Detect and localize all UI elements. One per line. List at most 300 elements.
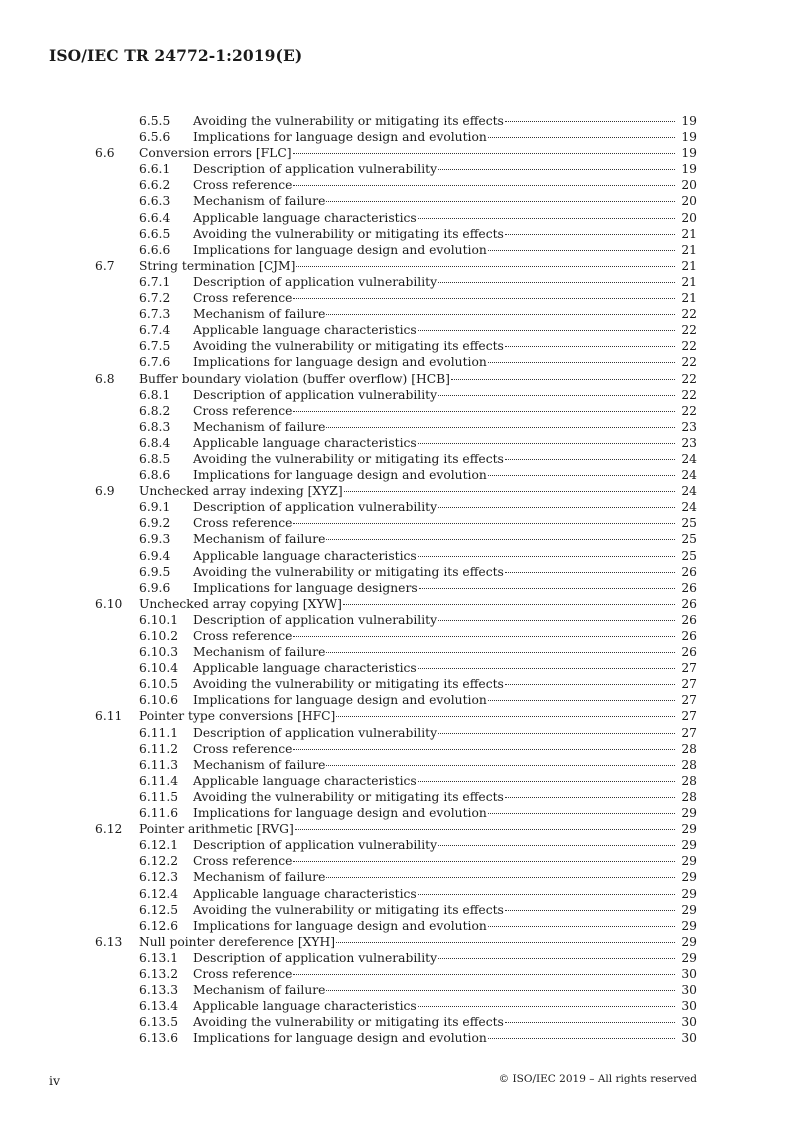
toc-entry-title[interactable]: Mechanism of failure bbox=[193, 419, 326, 434]
toc-entry[interactable] bbox=[0, 387, 793, 403]
toc-entry-title-wrap bbox=[139, 821, 697, 837]
toc-entry-title[interactable]: Null pointer dereference [XYH] bbox=[139, 934, 336, 949]
toc-entry-title-wrap bbox=[139, 145, 697, 161]
dot-leader bbox=[418, 781, 675, 782]
toc-entry-page: 22 bbox=[681, 387, 697, 402]
toc-entry-title-wrap bbox=[193, 741, 697, 757]
toc-entry[interactable] bbox=[0, 129, 793, 145]
toc-entry-title-wrap bbox=[193, 612, 697, 628]
toc-entry-title[interactable]: Avoiding the vulnerability or mitigating its effects bbox=[193, 339, 504, 354]
toc-entry-page: 23 bbox=[681, 435, 697, 450]
toc-entry-title[interactable]: Cross reference bbox=[193, 629, 293, 643]
toc-entry-title-wrap bbox=[193, 886, 697, 902]
toc-entry[interactable] bbox=[0, 161, 793, 177]
dot-leader bbox=[418, 218, 675, 219]
toc-entry-number: 6.13.4 bbox=[139, 999, 179, 1014]
toc-entry-number: 6.6.2 bbox=[139, 178, 171, 193]
toc-entry-title-wrap bbox=[193, 548, 697, 564]
dot-leader bbox=[336, 716, 675, 717]
toc-entry-title[interactable]: Description of application vulnerability bbox=[193, 500, 438, 515]
toc-entry-page: 26 bbox=[681, 629, 697, 643]
toc-entry[interactable] bbox=[0, 322, 793, 338]
toc-entry-title[interactable]: Avoiding the vulnerability or mitigating its effects bbox=[193, 114, 504, 128]
toc-entry-title-wrap bbox=[139, 371, 697, 387]
toc-entry[interactable] bbox=[0, 918, 793, 934]
toc-entry-title-wrap bbox=[193, 306, 697, 322]
toc-entry[interactable] bbox=[0, 515, 793, 531]
toc-entry-page: 29 bbox=[681, 854, 697, 869]
toc-entry-page: 25 bbox=[681, 532, 697, 547]
toc-entry-title[interactable]: Description of application vulnerability bbox=[193, 838, 438, 853]
toc-entry-page: 29 bbox=[681, 886, 697, 901]
toc-entry[interactable] bbox=[0, 580, 793, 596]
toc-entry-title[interactable]: Mechanism of failure bbox=[193, 194, 326, 209]
toc-entry-title-wrap bbox=[193, 515, 697, 531]
toc-entry-number: 6.5.6 bbox=[139, 130, 171, 145]
dot-leader bbox=[293, 523, 675, 524]
toc-entry-number: 6.10.6 bbox=[139, 693, 179, 708]
toc-entry-page: 21 bbox=[681, 226, 697, 241]
toc-entry-page: 29 bbox=[681, 822, 697, 837]
dot-leader bbox=[293, 749, 675, 750]
toc-entry-title-wrap bbox=[139, 483, 697, 499]
toc-entry-page: 19 bbox=[681, 146, 697, 161]
toc-entry[interactable] bbox=[0, 210, 793, 226]
toc-entry[interactable] bbox=[0, 612, 793, 628]
toc-entry-title-wrap bbox=[193, 1030, 697, 1046]
toc-entry-number: 6.8.4 bbox=[139, 435, 171, 450]
toc-entry-title-wrap bbox=[193, 193, 697, 209]
toc-entry-number: 6.8.5 bbox=[139, 451, 171, 466]
toc-entry-title[interactable]: Applicable language characteristics bbox=[193, 773, 417, 788]
dot-leader bbox=[488, 813, 675, 814]
toc-entry-number: 6.7.1 bbox=[139, 274, 171, 289]
toc-entry-title[interactable]: Mechanism of failure bbox=[193, 870, 326, 885]
toc-entry-title[interactable]: Conversion errors [FLC] bbox=[139, 146, 292, 161]
dot-leader bbox=[293, 974, 675, 975]
toc-entry-number: 6.11.3 bbox=[139, 757, 179, 772]
toc-entry-page: 28 bbox=[681, 773, 697, 788]
toc-entry-page: 22 bbox=[681, 355, 697, 370]
toc-entry[interactable] bbox=[0, 628, 793, 644]
toc-entry-title[interactable]: Mechanism of failure bbox=[193, 645, 326, 660]
toc-entry-title[interactable]: Applicable language characteristics bbox=[193, 999, 417, 1014]
toc-entry[interactable] bbox=[0, 290, 793, 306]
table-of-contents bbox=[0, 113, 793, 1046]
toc-entry-number: 6.13.5 bbox=[139, 1015, 179, 1030]
toc-entry-page: 30 bbox=[681, 1031, 697, 1046]
dot-leader bbox=[293, 153, 675, 154]
toc-entry-page: 29 bbox=[681, 838, 697, 853]
toc-entry-title-wrap bbox=[193, 869, 697, 885]
toc-entry-title-wrap bbox=[193, 242, 697, 258]
toc-entry-title[interactable]: Applicable language characteristics bbox=[193, 661, 417, 676]
toc-entry-number: 6.13.3 bbox=[139, 983, 179, 998]
toc-entry-page: 30 bbox=[681, 966, 697, 981]
dot-leader bbox=[296, 266, 675, 267]
toc-entry-page: 29 bbox=[681, 934, 697, 949]
toc-entry[interactable] bbox=[0, 1014, 793, 1030]
toc-entry-title-wrap bbox=[193, 387, 697, 403]
toc-entry-number: 6.10.5 bbox=[139, 677, 179, 692]
toc-entry[interactable] bbox=[0, 193, 793, 209]
toc-entry-title[interactable]: Implications for language design and evolution bbox=[193, 918, 487, 933]
dot-leader bbox=[418, 556, 675, 557]
toc-entry-number: 6.6.3 bbox=[139, 194, 171, 209]
dot-leader bbox=[505, 684, 675, 685]
toc-entry-title-wrap bbox=[193, 644, 697, 660]
toc-entry[interactable] bbox=[0, 644, 793, 660]
toc-entry[interactable] bbox=[0, 467, 793, 483]
toc-entry[interactable] bbox=[0, 564, 793, 580]
toc-entry-page: 22 bbox=[681, 339, 697, 354]
toc-entry[interactable] bbox=[0, 869, 793, 885]
toc-entry-title[interactable]: Implications for language design and evolution bbox=[193, 130, 487, 145]
toc-entry-page: 26 bbox=[681, 580, 697, 595]
toc-entry-number: 6.6.4 bbox=[139, 210, 171, 225]
toc-entry-title-wrap bbox=[193, 419, 697, 435]
dot-leader bbox=[438, 395, 675, 396]
toc-entry-title-wrap bbox=[193, 837, 697, 853]
toc-entry[interactable] bbox=[0, 419, 793, 435]
toc-entry-title-wrap bbox=[193, 113, 697, 129]
toc-entry-title-wrap bbox=[193, 757, 697, 773]
toc-entry-title[interactable]: Applicable language characteristics bbox=[193, 210, 417, 225]
toc-entry-title[interactable]: Unchecked array indexing [XYZ] bbox=[139, 484, 343, 499]
toc-entry[interactable] bbox=[0, 741, 793, 757]
toc-entry-page: 25 bbox=[681, 548, 697, 563]
toc-entry-title[interactable]: Avoiding the vulnerability or mitigating its effects bbox=[193, 1015, 504, 1030]
toc-entry-title[interactable]: Mechanism of failure bbox=[193, 983, 326, 998]
toc-entry-page: 27 bbox=[681, 709, 697, 724]
dot-leader bbox=[418, 894, 675, 895]
toc-entry-page: 22 bbox=[681, 403, 697, 418]
toc-entry[interactable] bbox=[0, 708, 793, 724]
toc-entry-page: 22 bbox=[681, 307, 697, 322]
toc-entry-number: 6.7.5 bbox=[139, 339, 171, 354]
toc-entry-title[interactable]: Mechanism of failure bbox=[193, 307, 326, 322]
toc-entry-page: 21 bbox=[681, 258, 697, 273]
toc-entry-title-wrap bbox=[193, 226, 697, 242]
dot-leader bbox=[505, 797, 675, 798]
toc-entry[interactable] bbox=[0, 435, 793, 451]
toc-entry[interactable] bbox=[0, 725, 793, 741]
toc-entry[interactable] bbox=[0, 483, 793, 499]
toc-entry-title-wrap bbox=[193, 998, 697, 1014]
toc-entry-title-wrap bbox=[193, 853, 697, 869]
footer-page-number: iv bbox=[49, 1073, 61, 1088]
toc-entry-title[interactable]: String termination [CJM] bbox=[139, 258, 296, 273]
toc-entry[interactable] bbox=[0, 853, 793, 869]
toc-entry-title-wrap bbox=[193, 354, 697, 370]
toc-entry[interactable] bbox=[0, 660, 793, 676]
toc-entry[interactable] bbox=[0, 789, 793, 805]
toc-entry-page: 29 bbox=[681, 806, 697, 821]
toc-entry-number: 6.8.1 bbox=[139, 387, 171, 402]
toc-entry-title-wrap bbox=[193, 290, 697, 306]
dot-leader bbox=[505, 346, 675, 347]
toc-entry-title[interactable]: Description of application vulnerability bbox=[193, 274, 438, 289]
dot-leader bbox=[505, 1022, 675, 1023]
toc-entry-title[interactable]: Applicable language characteristics bbox=[193, 886, 417, 901]
dot-leader bbox=[293, 185, 675, 186]
toc-entry[interactable] bbox=[0, 950, 793, 966]
dot-leader bbox=[438, 845, 675, 846]
toc-entry-title[interactable]: Implications for language designers bbox=[193, 580, 418, 595]
toc-entry-title-wrap bbox=[193, 467, 697, 483]
toc-entry-number: 6.7.4 bbox=[139, 323, 171, 338]
toc-entry-number: 6.10.2 bbox=[139, 629, 179, 643]
toc-entry-title-wrap bbox=[193, 177, 697, 193]
toc-entry[interactable] bbox=[0, 886, 793, 902]
toc-entry-number: 6.7.6 bbox=[139, 355, 171, 370]
dot-leader bbox=[488, 1038, 675, 1039]
toc-entry-page: 29 bbox=[681, 950, 697, 965]
toc-entry-title[interactable]: Applicable language characteristics bbox=[193, 435, 417, 450]
toc-entry-title[interactable]: Implications for language design and evolution bbox=[193, 468, 487, 483]
toc-entry-page: 21 bbox=[681, 274, 697, 289]
toc-entry-page: 22 bbox=[681, 323, 697, 338]
toc-entry-title[interactable]: Cross reference bbox=[193, 516, 293, 531]
toc-entry-number: 6.6.1 bbox=[139, 162, 171, 177]
toc-entry-title[interactable]: Cross reference bbox=[193, 966, 293, 981]
toc-entry-page: 22 bbox=[681, 371, 697, 386]
toc-entry-title[interactable]: Unchecked array copying [XYW] bbox=[139, 596, 342, 611]
dot-leader bbox=[293, 861, 675, 862]
toc-entry[interactable] bbox=[0, 226, 793, 242]
toc-entry[interactable] bbox=[0, 773, 793, 789]
dot-leader bbox=[488, 700, 675, 701]
toc-entry[interactable] bbox=[0, 177, 793, 193]
toc-entry-number: 6.12.5 bbox=[139, 902, 179, 917]
toc-entry-number: 6.13.6 bbox=[139, 1031, 179, 1046]
toc-entry[interactable] bbox=[0, 676, 793, 692]
dot-leader bbox=[488, 362, 675, 363]
toc-entry-title[interactable]: Avoiding the vulnerability or mitigating its effects bbox=[193, 789, 504, 804]
toc-entry-title[interactable]: Pointer arithmetic [RVG] bbox=[139, 822, 294, 837]
toc-entry-title-wrap bbox=[193, 902, 697, 918]
toc-entry-title-wrap bbox=[193, 161, 697, 177]
toc-entry-title[interactable]: Implications for language design and evolution bbox=[193, 693, 487, 708]
toc-entry-page: 19 bbox=[681, 162, 697, 177]
toc-entry-page: 25 bbox=[681, 516, 697, 531]
toc-entry-title-wrap bbox=[193, 322, 697, 338]
toc-entry-number: 6.9.6 bbox=[139, 580, 171, 595]
dot-leader bbox=[438, 620, 675, 621]
dot-leader bbox=[505, 910, 675, 911]
toc-entry-title-wrap bbox=[139, 258, 697, 274]
toc-entry-page: 27 bbox=[681, 677, 697, 692]
toc-entry[interactable] bbox=[0, 113, 793, 129]
dot-leader bbox=[451, 379, 675, 380]
toc-entry-number: 6.12.4 bbox=[139, 886, 179, 901]
toc-entry[interactable] bbox=[0, 982, 793, 998]
dot-leader bbox=[438, 282, 675, 283]
toc-entry-title-wrap bbox=[193, 499, 697, 515]
toc-entry[interactable] bbox=[0, 805, 793, 821]
toc-entry-title[interactable]: Implications for language design and evolution bbox=[193, 806, 487, 821]
toc-entry[interactable] bbox=[0, 403, 793, 419]
toc-entry-number: 6.13.1 bbox=[139, 950, 179, 965]
toc-entry-title-wrap bbox=[193, 950, 697, 966]
dot-leader bbox=[438, 733, 675, 734]
dot-leader bbox=[336, 942, 675, 943]
toc-entry-title[interactable]: Avoiding the vulnerability or mitigating its effects bbox=[193, 902, 504, 917]
toc-entry[interactable] bbox=[0, 596, 793, 612]
toc-entry-title[interactable]: Description of application vulnerability bbox=[193, 725, 438, 740]
dot-leader bbox=[438, 507, 675, 508]
dot-leader bbox=[326, 539, 675, 540]
toc-entry-number: 6.7.2 bbox=[139, 291, 171, 306]
toc-entry-page: 20 bbox=[681, 210, 697, 225]
toc-entry-number: 6.13.2 bbox=[139, 966, 179, 981]
toc-entry[interactable] bbox=[0, 531, 793, 547]
toc-entry-title-wrap bbox=[193, 660, 697, 676]
toc-entry-title-wrap bbox=[193, 129, 697, 145]
toc-entry-number: 6.12.6 bbox=[139, 918, 179, 933]
toc-entry[interactable] bbox=[0, 692, 793, 708]
toc-entry-number: 6.7.3 bbox=[139, 307, 171, 322]
toc-entry-title[interactable]: Description of application vulnerability bbox=[193, 950, 438, 965]
toc-entry-title-wrap bbox=[193, 628, 697, 644]
toc-entry[interactable] bbox=[0, 274, 793, 290]
toc-entry[interactable] bbox=[0, 258, 793, 274]
toc-entry-title-wrap bbox=[193, 918, 697, 934]
toc-entry-page: 29 bbox=[681, 870, 697, 885]
toc-entry-number: 6.11 bbox=[95, 709, 123, 724]
toc-entry-number: 6.9.4 bbox=[139, 548, 171, 563]
toc-entry[interactable] bbox=[0, 934, 793, 950]
toc-entry-title[interactable]: Description of application vulnerability bbox=[193, 612, 438, 627]
toc-entry-title-wrap bbox=[193, 692, 697, 708]
toc-entry-page: 30 bbox=[681, 999, 697, 1014]
dot-leader bbox=[438, 169, 675, 170]
toc-entry[interactable] bbox=[0, 499, 793, 515]
toc-entry-number: 6.10 bbox=[95, 596, 123, 611]
toc-entry-title[interactable]: Cross reference bbox=[193, 741, 293, 756]
toc-entry-title-wrap bbox=[193, 451, 697, 467]
document-header-id: ISO/IEC TR 24772-1:2019(E) bbox=[49, 46, 303, 65]
dot-leader bbox=[326, 877, 675, 878]
toc-entry-title[interactable]: Avoiding the vulnerability or mitigating its effects bbox=[193, 451, 504, 466]
toc-entry-title[interactable]: Cross reference bbox=[193, 291, 293, 306]
toc-entry[interactable] bbox=[0, 821, 793, 837]
toc-entry-page: 29 bbox=[681, 902, 697, 917]
toc-entry-page: 20 bbox=[681, 178, 697, 193]
dot-leader bbox=[326, 765, 675, 766]
toc-entry-title[interactable]: Mechanism of failure bbox=[193, 532, 326, 547]
toc-entry-title[interactable]: Avoiding the vulnerability or mitigating its effects bbox=[193, 677, 504, 692]
toc-entry-title[interactable]: Mechanism of failure bbox=[193, 757, 326, 772]
toc-entry[interactable] bbox=[0, 306, 793, 322]
dot-leader bbox=[488, 926, 675, 927]
toc-entry-number: 6.11.6 bbox=[139, 806, 179, 821]
dot-leader bbox=[326, 990, 675, 991]
toc-entry[interactable] bbox=[0, 1030, 793, 1046]
toc-entry-page: 21 bbox=[681, 291, 697, 306]
toc-entry-number: 6.13 bbox=[95, 934, 123, 949]
toc-entry[interactable] bbox=[0, 998, 793, 1014]
dot-leader bbox=[344, 491, 675, 492]
toc-entry-title[interactable]: Avoiding the vulnerability or mitigating its effects bbox=[193, 226, 504, 241]
toc-entry-page: 30 bbox=[681, 983, 697, 998]
toc-entry-title[interactable]: Cross reference bbox=[193, 403, 293, 418]
toc-entry-title[interactable]: Pointer type conversions [HFC] bbox=[139, 709, 336, 724]
toc-entry-title-wrap bbox=[193, 338, 697, 354]
toc-entry-title[interactable]: Implications for language design and evolution bbox=[193, 1031, 487, 1046]
toc-entry[interactable] bbox=[0, 902, 793, 918]
toc-entry-title-wrap bbox=[139, 708, 697, 724]
toc-entry[interactable] bbox=[0, 966, 793, 982]
dot-leader bbox=[293, 298, 675, 299]
toc-entry-number: 6.6.6 bbox=[139, 242, 171, 257]
toc-entry[interactable] bbox=[0, 837, 793, 853]
toc-entry[interactable] bbox=[0, 242, 793, 258]
toc-entry[interactable] bbox=[0, 451, 793, 467]
toc-entry-number: 6.6 bbox=[95, 146, 115, 161]
toc-entry-page: 21 bbox=[681, 242, 697, 257]
toc-entry[interactable] bbox=[0, 338, 793, 354]
toc-entry-page: 28 bbox=[681, 789, 697, 804]
toc-entry-title-wrap bbox=[193, 435, 697, 451]
toc-entry[interactable] bbox=[0, 354, 793, 370]
toc-entry[interactable] bbox=[0, 145, 793, 161]
toc-entry-page: 27 bbox=[681, 693, 697, 708]
toc-entry-number: 6.10.1 bbox=[139, 612, 179, 627]
toc-entry-title[interactable]: Cross reference bbox=[193, 854, 293, 869]
dot-leader bbox=[326, 652, 675, 653]
toc-entry-title[interactable]: Applicable language characteristics bbox=[193, 548, 417, 563]
toc-entry-page: 23 bbox=[681, 419, 697, 434]
dot-leader bbox=[488, 475, 675, 476]
toc-entry-title-wrap bbox=[193, 403, 697, 419]
dot-leader bbox=[418, 330, 675, 331]
toc-entry-page: 26 bbox=[681, 596, 697, 611]
toc-entry-title[interactable]: Description of application vulnerability bbox=[193, 162, 438, 177]
toc-entry-title[interactable]: Applicable language characteristics bbox=[193, 323, 417, 338]
toc-entry-number: 6.11.4 bbox=[139, 773, 179, 788]
dot-leader bbox=[326, 201, 675, 202]
toc-entry-number: 6.11.1 bbox=[139, 725, 179, 740]
toc-entry-title[interactable]: Avoiding the vulnerability or mitigating its effects bbox=[193, 564, 504, 579]
dot-leader bbox=[438, 958, 675, 959]
dot-leader bbox=[418, 668, 675, 669]
toc-entry-number: 6.10.4 bbox=[139, 661, 179, 676]
toc-entry-title[interactable]: Implications for language design and evolution bbox=[193, 355, 487, 370]
dot-leader bbox=[488, 250, 675, 251]
toc-entry-title[interactable]: Buffer boundary violation (buffer overflow) [HCB] bbox=[139, 371, 450, 386]
toc-entry-number: 6.6.5 bbox=[139, 226, 171, 241]
toc-entry[interactable] bbox=[0, 757, 793, 773]
dot-leader bbox=[505, 459, 675, 460]
toc-entry-number: 6.12 bbox=[95, 822, 123, 837]
toc-entry[interactable] bbox=[0, 371, 793, 387]
toc-entry-title[interactable]: Cross reference bbox=[193, 178, 293, 193]
toc-entry-page: 26 bbox=[681, 645, 697, 660]
toc-entry-page: 26 bbox=[681, 612, 697, 627]
toc-entry-title[interactable]: Implications for language design and evolution bbox=[193, 242, 487, 257]
toc-entry-title-wrap bbox=[193, 676, 697, 692]
toc-entry-title-wrap bbox=[193, 580, 697, 596]
dot-leader bbox=[326, 314, 675, 315]
toc-entry[interactable] bbox=[0, 548, 793, 564]
toc-entry-page: 24 bbox=[681, 484, 697, 499]
toc-entry-number: 6.8.6 bbox=[139, 468, 171, 483]
dot-leader bbox=[505, 121, 675, 122]
dot-leader bbox=[293, 411, 675, 412]
toc-entry-title[interactable]: Description of application vulnerability bbox=[193, 387, 438, 402]
toc-entry-title-wrap bbox=[193, 789, 697, 805]
